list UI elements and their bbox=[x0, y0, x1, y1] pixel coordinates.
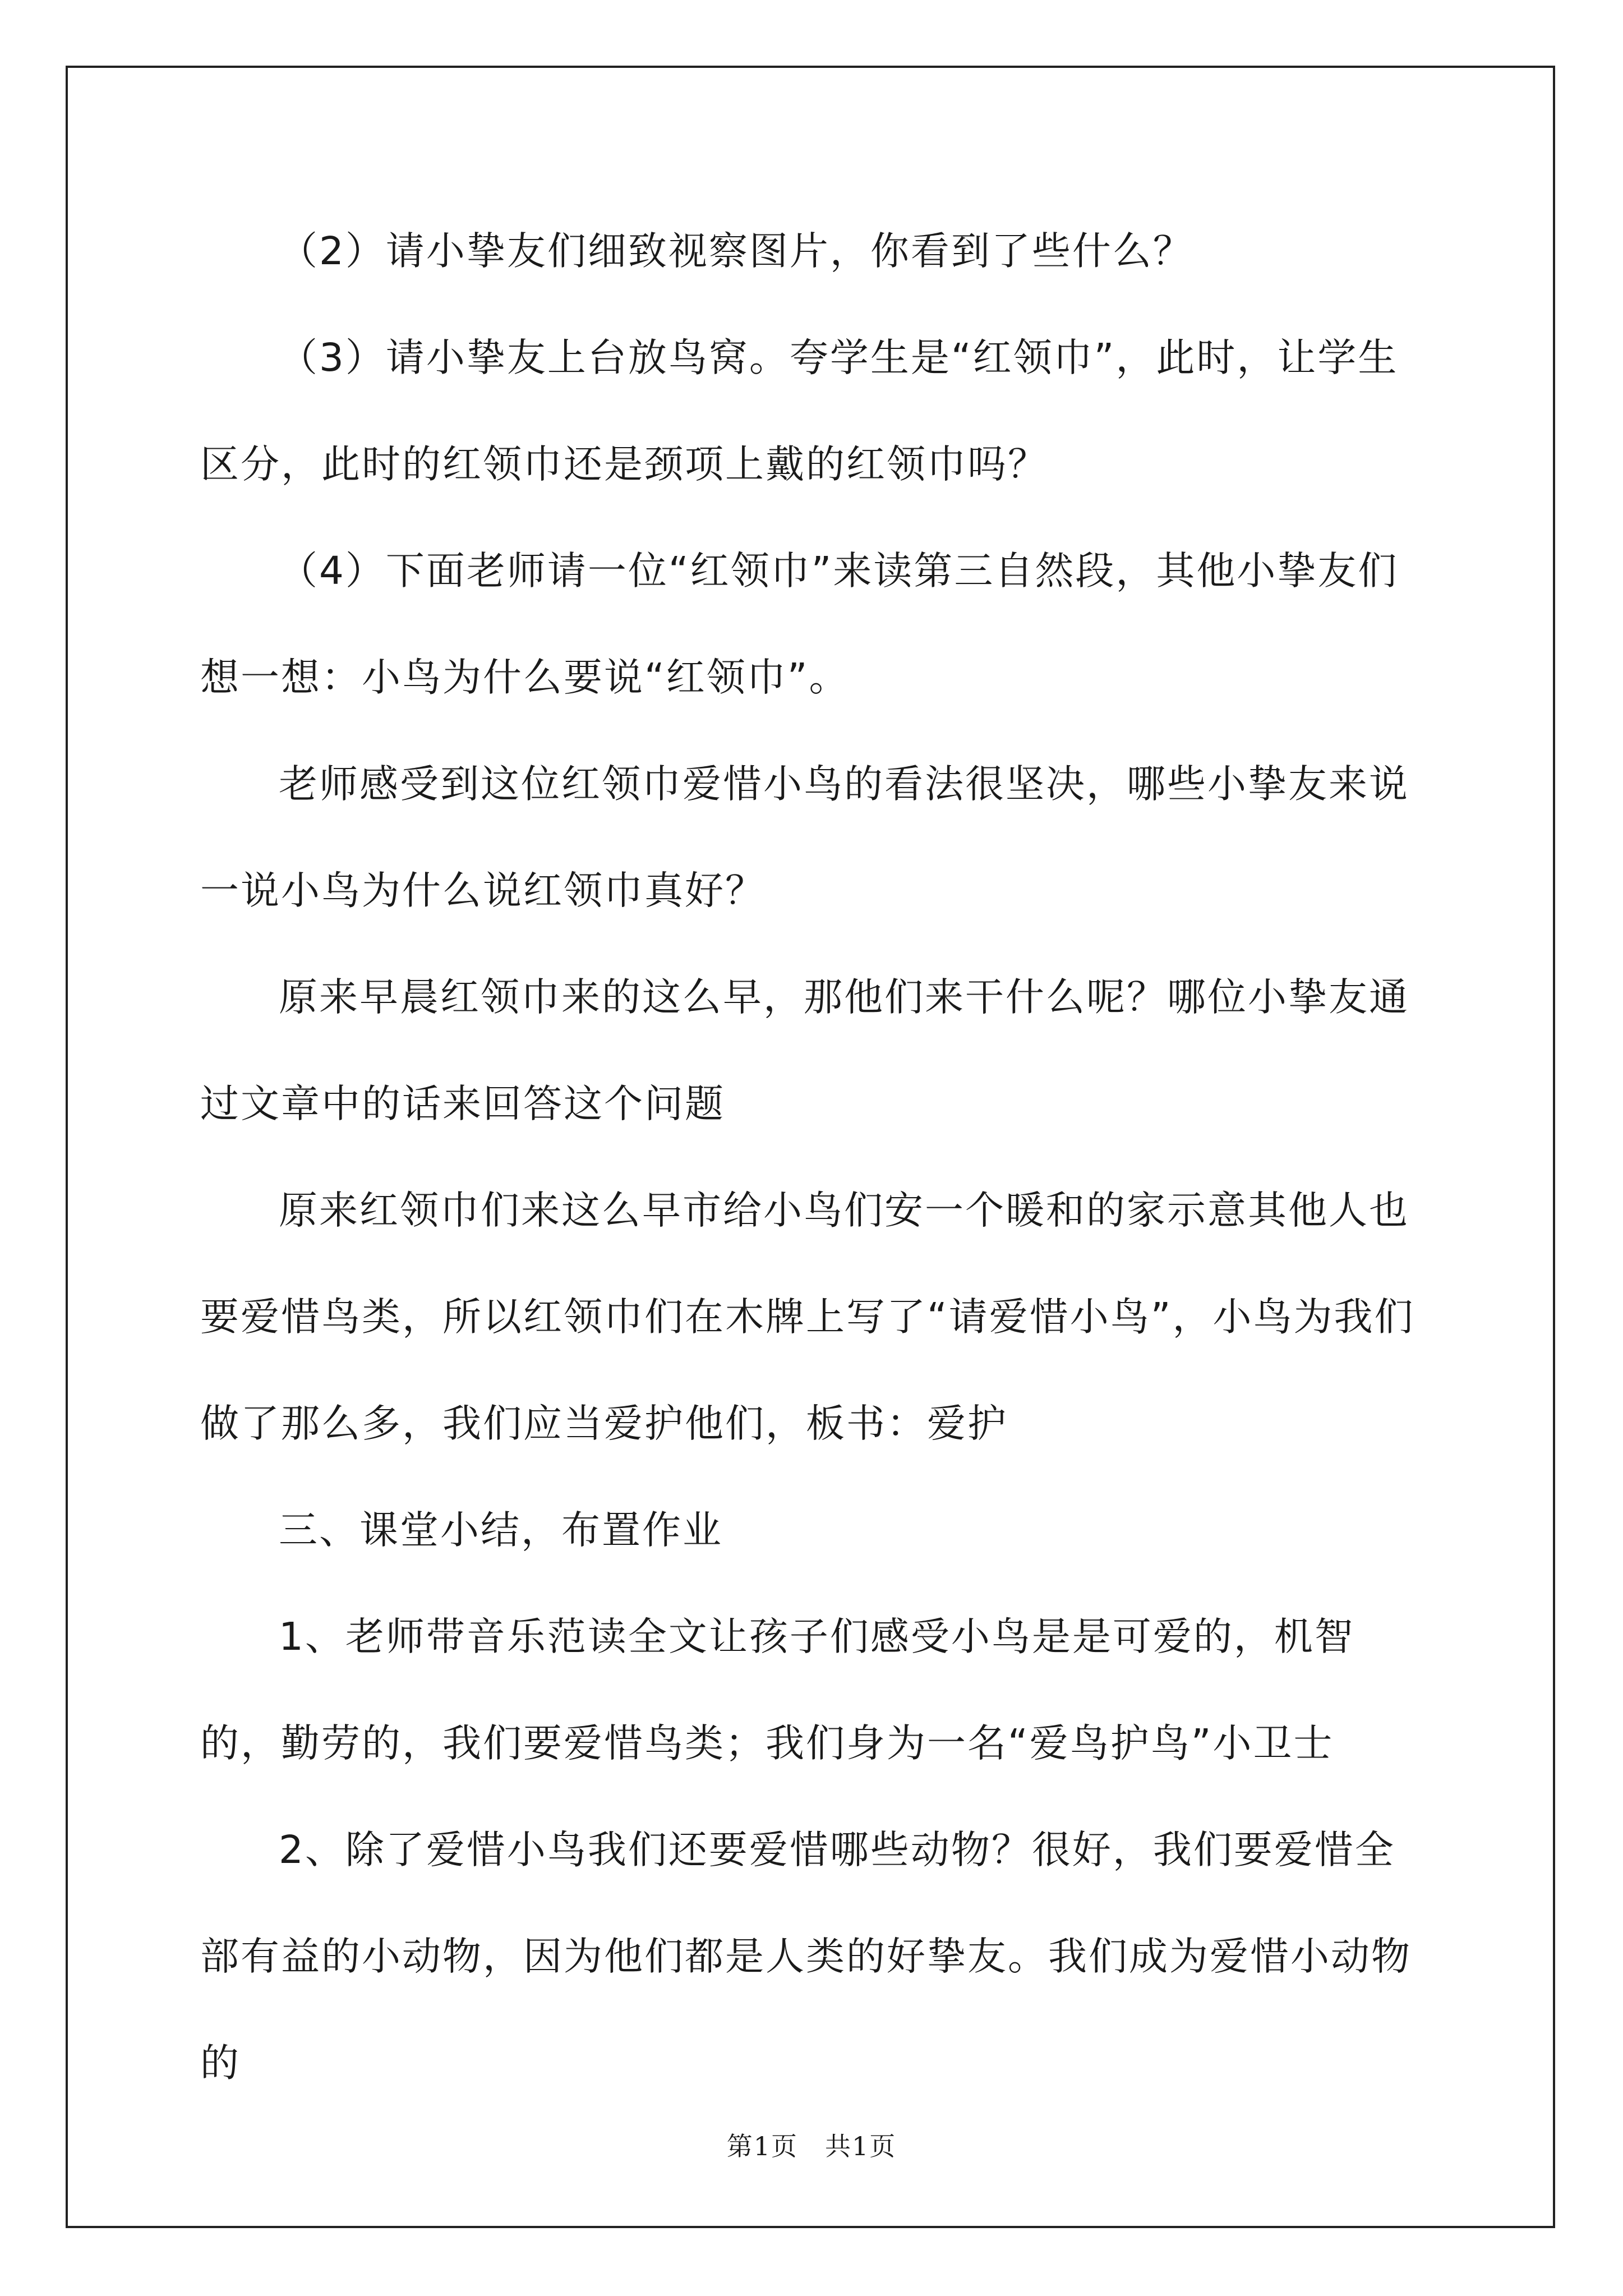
section-heading: 三、课堂小结，布置作业 bbox=[279, 1508, 723, 1553]
paragraph: 2、除了爱惜小鸟我们还要爱惜哪些动物？很好，我们要爱惜全部有益的小动物，因为他们都是人类的好挚友。我们成为爱惜小动物的 bbox=[200, 1828, 1412, 2086]
paragraph: （4）下面老师请一位“红领巾”来读第三自然段，其他小挚友们想一想：小鸟为什么要说“红领巾”。 bbox=[200, 549, 1399, 700]
page-total: 共1页 bbox=[825, 2131, 897, 2161]
page-number: 第1页 bbox=[726, 2131, 798, 2161]
paragraph: 原来红领巾们来这么早市给小鸟们安一个暖和的家示意其他人也要爱惜鸟类，所以红领巾们在木牌上写了“请爱惜小鸟”，小鸟为我们做了那么多，我们应当爱护他们，板书：爱护 bbox=[200, 1188, 1415, 1446]
paragraph: 1、老师带音乐范读全文让孩子们感受小鸟是是可爱的，机智的，勤劳的，我们要爱惜鸟类；我们身为一名“爱鸟护鸟”小卫士 bbox=[200, 1614, 1355, 1766]
paragraph: （2）请小挚友们细致视察图片，你看到了些什么？ bbox=[279, 229, 1193, 274]
document-body bbox=[200, 198, 1432, 2116]
page-footer bbox=[0, 2126, 1623, 2163]
paragraph: （3）请小挚友上台放鸟窝。夸学生是“红领巾”，此时，让学生区分，此时的红领巾还是颈项上戴的红领巾吗？ bbox=[200, 335, 1399, 487]
paragraph: 老师感受到这位红领巾爱惜小鸟的看法很坚决，哪些小挚友来说一说小鸟为什么说红领巾真好？ bbox=[200, 762, 1409, 913]
paragraph: 原来早晨红领巾来的这么早，那他们来干什么呢？哪位小挚友通过文章中的话来回答这个问题 bbox=[200, 975, 1409, 1126]
